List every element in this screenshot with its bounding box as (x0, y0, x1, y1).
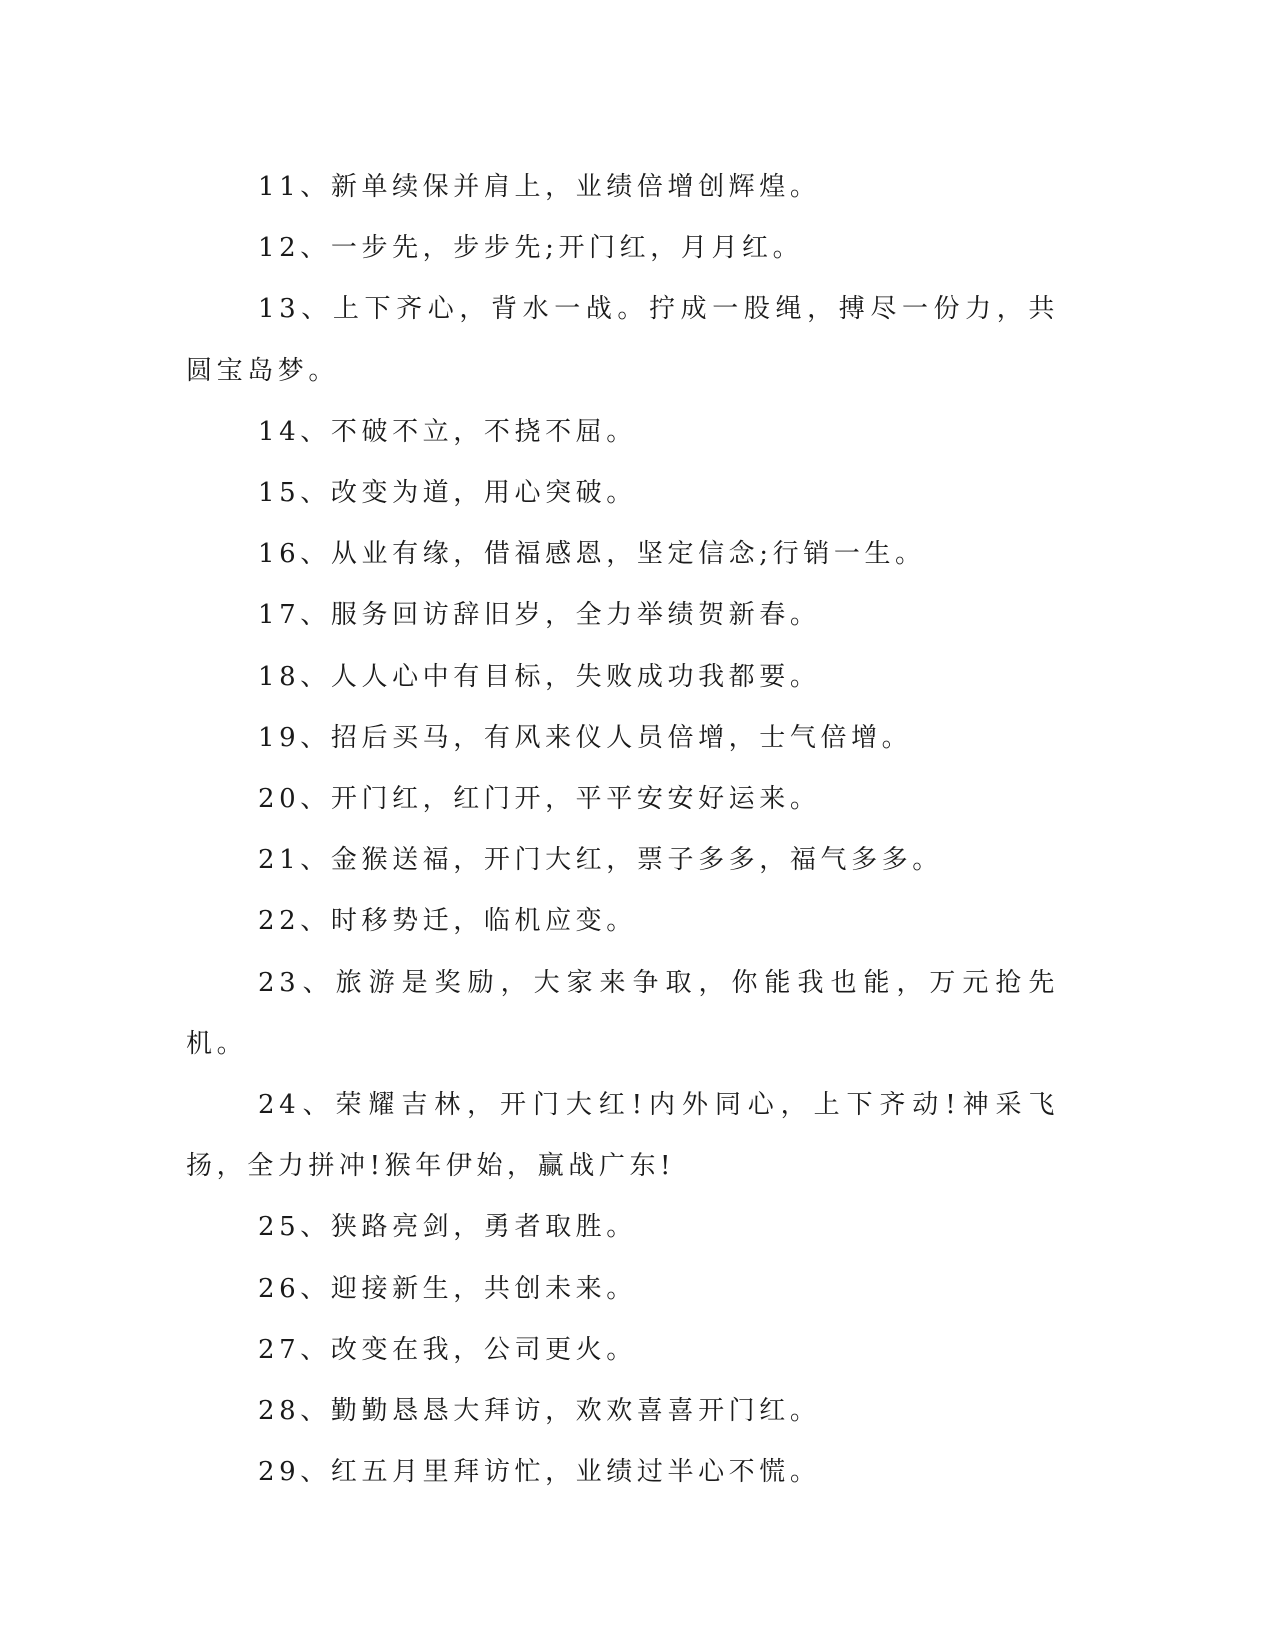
paragraph-12: 12、一步先，步步先;开门红，月月红。 (258, 233, 804, 264)
paragraph-25: 25、狭路亮剑，勇者取胜。 (258, 1212, 637, 1243)
paragraph-11: 11、新单续保并肩上，业绩倍增创辉煌。 (258, 172, 821, 202)
paragraph-22: 22、时移势迁，临机应变。 (258, 906, 637, 937)
paragraph-28: 28、勤勤恳恳大拜访，欢欢喜喜开门红。 (258, 1396, 821, 1427)
paragraph-21: 21、金猴送福，开门大红，票子多多，福气多多。 (258, 845, 943, 876)
paragraph-27: 27、改变在我，公司更火。 (258, 1334, 637, 1365)
paragraph-24: 24、荣耀吉林，开门大红!内外同心，上下齐动!神采飞扬，全力拼冲!猴年伊始，赢战广东! (186, 1090, 1059, 1182)
paragraph-19: 19、招后买马，有风来仪人员倍增，士气倍增。 (258, 722, 913, 753)
paragraph-26: 26、迎接新生，共创未来。 (258, 1273, 637, 1304)
paragraph-13: 13、上下齐心，背水一战。拧成一股绳，搏尽一份力，共圆宝岛梦。 (186, 294, 1059, 386)
paragraph-15: 15、改变为道，用心突破。 (258, 478, 637, 509)
paragraph-29: 29、红五月里拜访忙，业绩过半心不慌。 (258, 1457, 821, 1488)
paragraph-16: 16、从业有缘，借福感恩，坚定信念;行销一生。 (258, 539, 926, 570)
paragraph-20: 20、开门红，红门开，平平安安好运来。 (258, 784, 821, 815)
paragraph-18: 18、人人心中有目标，失败成功我都要。 (258, 661, 821, 692)
paragraph-23: 23、旅游是奖励，大家来争取，你能我也能，万元抢先机。 (186, 967, 1059, 1059)
paragraph-17: 17、服务回访辞旧岁，全力举绩贺新春。 (258, 600, 821, 631)
paragraph-14: 14、不破不立，不挠不屈。 (258, 416, 637, 447)
